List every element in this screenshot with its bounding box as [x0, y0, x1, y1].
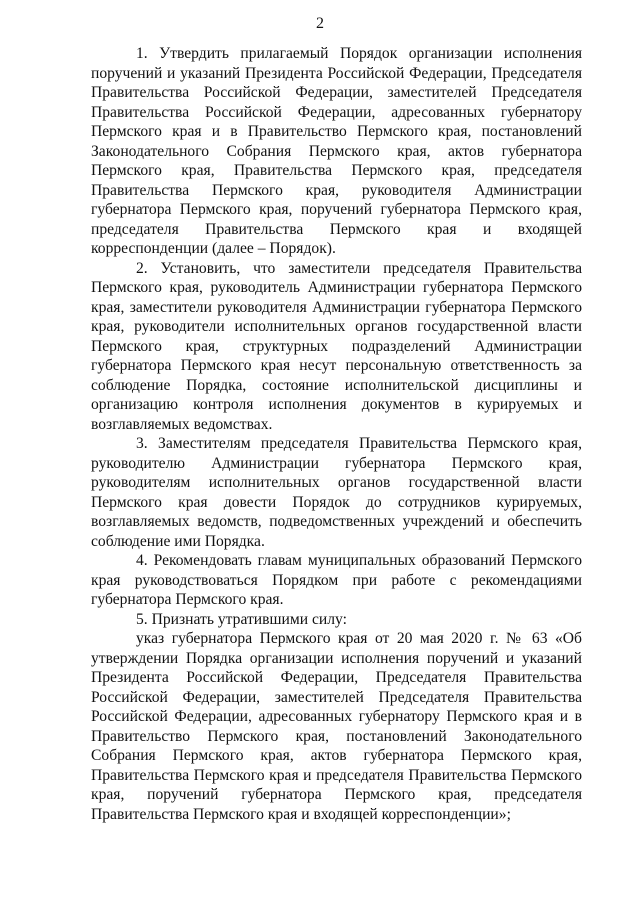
paragraph-5-repealed-decree: указ губернатора Пермского края от 20 мая 2020 г. № 63 «Об утверждении Порядка организации исполнения поручений и указаний Президента Российской Федерации, Председателя Правительства Российской Федерации, заместителей Председателя Правительства Российской Федерации, адресованных губернатору Пермского края и в Правительство Пермского края, постановлений Законодательного Собрания Пермского края, актов губернатора Пермского края, Правительства Пермского края и председателя Правительства Пермского края, поручений губернатора Пермского края, председателя Правительства Пермского края и входящей корреспонденции»; [91, 630, 582, 823]
paragraph-1-approve-procedure: 1. Утвердить прилагаемый Порядок организации исполнения поручений и указаний Президента Российской Федерации, Председателя Правительства Российской Федерации, заместителей Председателя Правительства Российской Федерации, адресованных губернатору Пермского края и в Правительство Пермского края, постановлений Законодательного Собрания Пермского края, актов губернатора Пермского края, Правительства Пермского края, председателя Правительства Пермского края, руководителя Администрации губернатора Пермского края, поручений губернатора Пермского края, председателя Правительства Пермского края и входящей корреспонденции (далее – Порядок). [91, 45, 582, 257]
page-number: 2 [316, 15, 324, 32]
paragraph-2-responsibility: 2. Установить, что заместители председателя Правительства Пермского края, руководитель Администрации губернатора Пермского края, заместители руководителя Администрации губернатора Пермского края, руководители исполнительных органов государственной власти Пермского края, структурных подразделений Администрации губернатора Пермского края несут персональную ответственность за соблюдение Порядка, состояние исполнительской дисциплины и организацию контроля исполнения документов в курируемых и возглавляемых ведомствах. [91, 259, 582, 433]
document-body [91, 44, 582, 824]
paragraph-3-communicate-procedure: 3. Заместителям председателя Правительства Пермского края, руководителю Администрации губернатора Пермского края, руководителям исполнительных органов государственной власти Пермского края довести Порядок до сотрудников курируемых, возглавляемых ведомств, подведомственных учреждений и обеспечить соблюдение ими Порядка. [91, 435, 582, 550]
paragraph-5-repeal: 5. Признать утратившими силу: [136, 610, 347, 628]
paragraph-4-recommend-municipalities: 4. Рекомендовать главам муниципальных образований Пермского края руководствоваться Порядком при работе с рекомендациями губернатора Пермского края. [91, 552, 582, 608]
